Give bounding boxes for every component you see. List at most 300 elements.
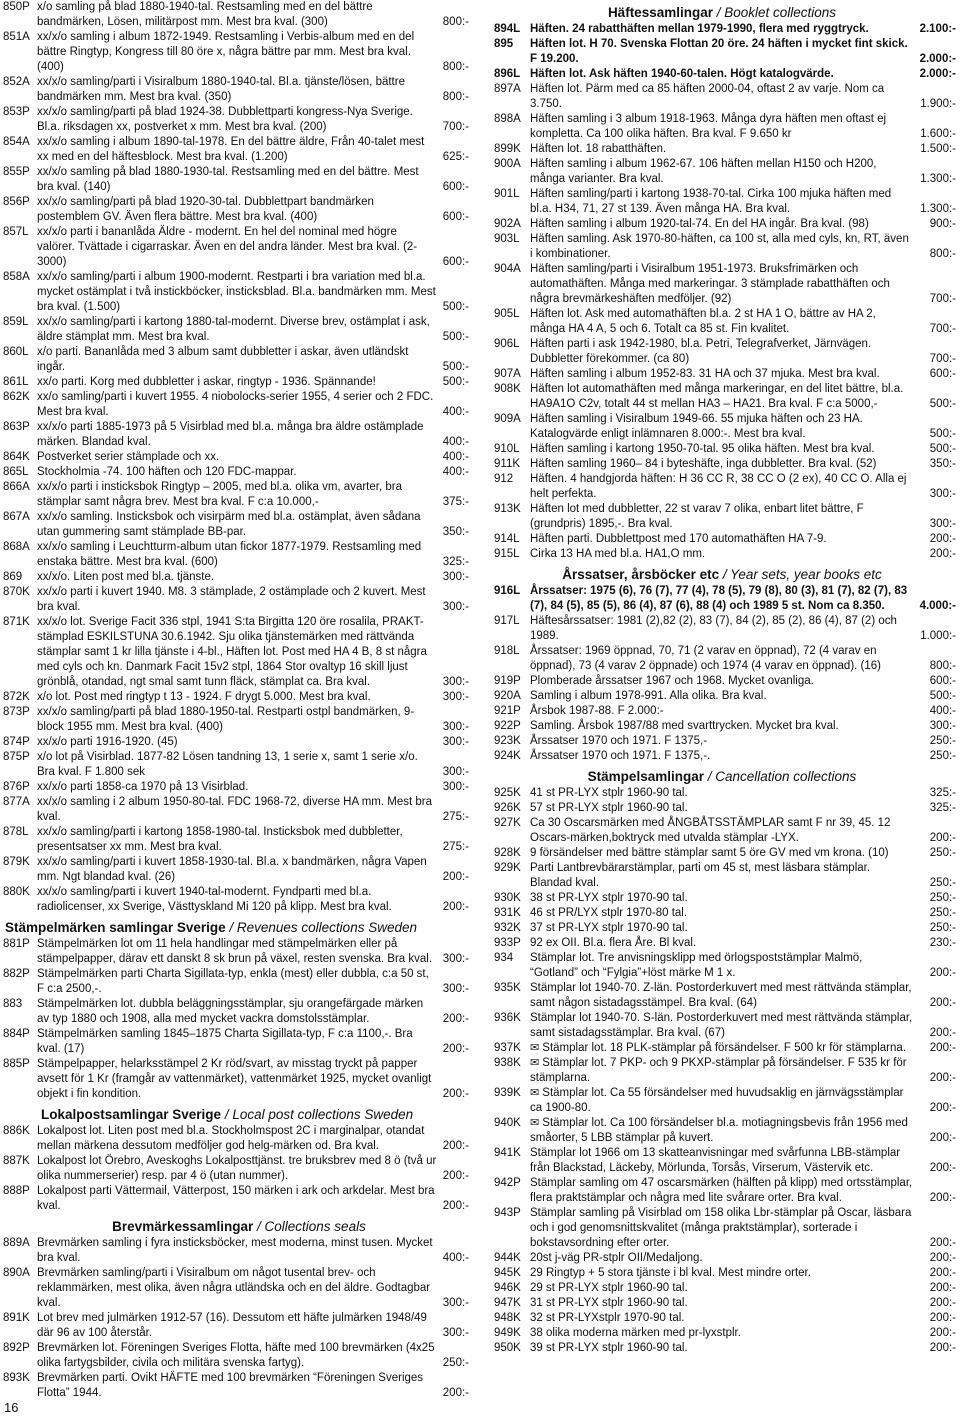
lot-number: 908K xyxy=(494,383,521,395)
lot-entry xyxy=(486,187,958,217)
lot-description xyxy=(530,502,913,532)
lot-description-text: 38 st PR-LYX stplr 1970-90 tal. xyxy=(530,892,688,904)
lot-entry xyxy=(486,1011,958,1041)
section-heading xyxy=(486,566,958,583)
section-heading xyxy=(3,1106,473,1123)
lot-price: 500:- xyxy=(442,301,469,313)
lot-description xyxy=(37,1341,437,1371)
lot-description-text: xx/x/o samling i 2 album 1950-80-tal. FDC 1968-72, diverse HA mm. Mest bra kval. xyxy=(37,796,432,823)
lot-price: 600:- xyxy=(442,211,469,223)
lot-description xyxy=(530,232,913,262)
lot-entry xyxy=(486,1251,958,1266)
lot-price: 1.500:- xyxy=(920,143,956,155)
lot-description-text: xx/x/o parti i kuvert 1940. M8. 3 stämplade, 2 ostämplade och 2 kuvert. Mest bra kval. xyxy=(37,586,426,613)
lot-price: 200:- xyxy=(929,832,956,844)
lot-number: 879K xyxy=(3,856,30,868)
lot-description xyxy=(530,734,913,749)
lot-number: 941K xyxy=(494,1147,521,1159)
lot-description xyxy=(530,547,913,562)
lot-number: 898A xyxy=(494,113,521,125)
lot-description-text: 29 st PR-LYX stplr 1960-90 tal. xyxy=(530,1282,688,1294)
lot-price: 300:- xyxy=(442,691,469,703)
lot-price: 200:- xyxy=(929,1192,956,1204)
lot-entry xyxy=(3,30,473,75)
lot-description-text: xx/x/o parti i bananlåda Äldre - modernt. En hel del nominal med högre valörer. Tvättade i cigarraskar. Även en del andra länder. Mest bra kval. (2-3000) xyxy=(37,226,418,268)
page-number: 16 xyxy=(4,1400,19,1415)
lot-description xyxy=(530,786,913,801)
lot-description-text: Häften parti. Dubblettpost med 170 automathäften HA 7-9. xyxy=(530,533,827,545)
lot-number: 875P xyxy=(3,751,30,763)
lot-description xyxy=(530,704,913,719)
lot-price: 250:- xyxy=(929,735,956,747)
lot-description-text: Brevmärken lot. Föreningen Sveriges Flotta, häfte med 100 brevmärken (4x25 olika fartygsbilder, civila och militära svenska fartyg). xyxy=(37,1342,435,1369)
lot-description xyxy=(37,690,437,705)
lot-number: 851A xyxy=(3,31,30,43)
lot-number: 930K xyxy=(494,892,521,904)
lot-price: 250:- xyxy=(929,907,956,919)
lot-entry xyxy=(486,816,958,846)
lot-description-text: 32 st PR-LYXstplr 1970-90 tal. xyxy=(530,1312,685,1324)
lot-number: 911K xyxy=(494,458,521,470)
lot-entry xyxy=(3,420,473,450)
lot-description xyxy=(530,951,913,981)
right-column xyxy=(486,0,958,1356)
lot-number: 890A xyxy=(3,1267,30,1279)
lot-description xyxy=(37,1311,437,1341)
lot-description xyxy=(37,105,437,135)
lot-description xyxy=(37,345,437,375)
lot-description-text: 38 olika moderna märken med pr-lyxstplr. xyxy=(530,1327,741,1339)
lot-entry xyxy=(486,614,958,644)
lot-price: 900:- xyxy=(929,218,956,230)
lot-description xyxy=(530,472,913,502)
lot-description xyxy=(37,997,437,1027)
lot-description xyxy=(37,937,437,967)
lot-price: 300:- xyxy=(929,488,956,500)
lot-price: 200:- xyxy=(442,871,469,883)
lot-entry xyxy=(3,510,473,540)
lot-description xyxy=(37,570,437,585)
lot-entry xyxy=(486,502,958,532)
lot-price: 200:- xyxy=(929,1297,956,1309)
lot-number: 913K xyxy=(494,503,521,515)
lot-price: 200:- xyxy=(929,1282,956,1294)
lot-number: 852A xyxy=(3,76,30,88)
left-column xyxy=(3,0,473,1401)
lot-description xyxy=(37,885,437,915)
section-title-sv: Lokalpostsamlingar Sverige xyxy=(41,1107,222,1122)
lot-price: 2.100:- xyxy=(919,23,956,35)
lot-entry xyxy=(486,1176,958,1206)
lot-number: 863P xyxy=(3,421,30,433)
lot-number: 877A xyxy=(3,796,30,808)
lot-description xyxy=(530,906,913,921)
lot-description-text: xx/x/o samling/parti i kuvert 1940-tal-modernt. Fyndparti med bl.a. radiolicenser, xx Sverige, Västtyskland Mi 120 på klipp. Mest bra kval. xyxy=(37,886,392,913)
lot-entry xyxy=(3,855,473,885)
lot-description xyxy=(37,585,437,615)
lot-number: 859L xyxy=(3,316,29,328)
lot-number: 921P xyxy=(494,705,521,717)
lot-number: 944K xyxy=(494,1252,521,1264)
lot-entry xyxy=(486,22,958,37)
lot-description xyxy=(37,795,437,825)
lot-entry xyxy=(486,412,958,442)
lot-entry xyxy=(486,719,958,734)
lot-entry xyxy=(486,547,958,562)
lot-description-text: xx/x/o samling i album 1872-1949. Restsamling i Verbis-album med en del bättre Ringtyp, Kongress till 80 öre x, några bättre par mm. Mest bra kval. (400) xyxy=(37,31,415,73)
lot-description-text: Stämpelmärken lot. dubbla beläggningsstämplar, sju orangefärgade märken av typ 1880 och 1908, alla med mycket vackra domstolsstämplar. xyxy=(37,998,424,1025)
lot-entry xyxy=(3,937,473,967)
lot-description-text: Häften samling i 3 album 1918-1963. Många dyra häften men oftast ej kompletta. Ca 100 olika häften. Bra kval. F 9.650 kr xyxy=(530,113,887,140)
lot-price: 400:- xyxy=(442,451,469,463)
lot-price: 2.000:- xyxy=(919,53,956,65)
lot-entry xyxy=(3,1124,473,1154)
section-title-sv: Brevmärkessamlingar xyxy=(112,1219,254,1234)
lot-description xyxy=(37,375,437,390)
lot-entry xyxy=(486,861,958,891)
lot-description-text: Årssatser 1970 och 1971. F 1375,- xyxy=(530,735,708,747)
lot-entry xyxy=(486,82,958,112)
lot-description-text: 29 Ringtyp + 5 stora tjänste i bl kval. Mest mindre orter. xyxy=(530,1267,811,1279)
lot-entry xyxy=(3,315,473,345)
lot-price: 200:- xyxy=(442,1013,469,1025)
lot-description xyxy=(530,674,913,689)
lot-description-text: Häften lot. 18 rabatthäften. xyxy=(530,143,667,155)
lot-entry xyxy=(486,584,958,614)
lot-number: 881P xyxy=(3,938,30,950)
lot-price: 325:- xyxy=(442,556,469,568)
lot-description xyxy=(530,22,913,37)
lot-number: 882P xyxy=(3,968,30,980)
lot-entry xyxy=(3,540,473,570)
lot-entry xyxy=(486,1206,958,1251)
lot-entry xyxy=(3,135,473,165)
lot-price: 200:- xyxy=(929,1072,956,1084)
lot-entry xyxy=(3,795,473,825)
lot-entry xyxy=(3,1371,473,1401)
lot-description xyxy=(530,67,913,82)
lot-price: 200:- xyxy=(929,1312,956,1324)
lot-description-text: Häften lot. H 70. Svenska Flottan 20 öre. 24 häften i mycket fint skick. F 19.200. xyxy=(530,38,908,65)
lot-number: 942P xyxy=(494,1177,521,1189)
lot-description-text: xx/x/o samling i album 1890-tal-1978. En del bättre äldre, Från 40-talet mest xx med en del häftesblock. Mest bra kval. (1.200) xyxy=(37,136,425,163)
lot-price: 200:- xyxy=(929,533,956,545)
lot-description xyxy=(37,0,437,30)
section-heading xyxy=(486,768,958,785)
lot-number: 883 xyxy=(3,998,23,1010)
lot-entry xyxy=(486,262,958,307)
section-title-en: Local post collections Sweden xyxy=(232,1107,414,1122)
lot-number: 861L xyxy=(3,376,29,388)
lot-description xyxy=(530,1011,913,1041)
lot-entry xyxy=(486,1281,958,1296)
lot-entry xyxy=(3,75,473,105)
lot-price: 1.300:- xyxy=(920,173,956,185)
lot-description xyxy=(530,307,913,337)
lot-price: 275:- xyxy=(442,811,469,823)
lot-entry xyxy=(486,749,958,764)
lot-description-text: Årssatser 1970 och 1971. F 1375,-. xyxy=(530,750,711,762)
lot-description-text: Stämplar lot. 7 PKP- och 9 PKXP-stämplar på försändelser. F 535 kr för stämplarna. xyxy=(530,1057,907,1084)
lot-description-text: 41 st PR-LYX stplr 1960-90 tal. xyxy=(530,787,688,799)
lot-description-text: Stämplar lot 1940-70. Z-län. Postorderkuvert med mest rättvända stämplar, samt någon sistadagsstämpel. Bra kval. (64) xyxy=(530,982,912,1009)
lot-price: 200:- xyxy=(442,1088,469,1100)
lot-entry xyxy=(486,1116,958,1146)
lot-price: 500:- xyxy=(929,428,956,440)
lot-entry xyxy=(3,450,473,465)
lot-price: 2.000:- xyxy=(919,68,956,80)
lot-entry xyxy=(486,37,958,67)
envelope-icon: ✉ xyxy=(530,1042,543,1054)
lot-description xyxy=(37,967,437,997)
lot-price: 300:- xyxy=(442,1297,469,1309)
lot-description-text: xx/x/o samling/parti i kartong 1858-1980-tal. Insticksbok med dubbletter, presentsatser xx mm. Mest bra kval. xyxy=(37,826,403,853)
lot-entry xyxy=(486,734,958,749)
lot-price: 500:- xyxy=(442,331,469,343)
lot-number: 855P xyxy=(3,166,30,178)
lot-entry xyxy=(3,750,473,780)
lot-number: 950K xyxy=(494,1342,521,1354)
lot-description xyxy=(530,1296,913,1311)
lot-number: 927K xyxy=(494,817,521,829)
lot-description-text: Stockholmia -74. 100 häften och 120 FDC-mappar. xyxy=(37,466,297,478)
lot-price: 200:- xyxy=(929,1162,956,1174)
lot-price: 200:- xyxy=(442,1043,469,1055)
lot-price: 300:- xyxy=(442,1327,469,1339)
lot-entry xyxy=(486,1146,958,1176)
lot-description-text: Häften samling i Visiralbum 1949-66. 55 mjuka häften och 23 HA. Katalogvärde enligt inlämnaren 8.000:-. Mest bra kval. xyxy=(530,413,863,440)
section-title-sv: Stämpelmärken samlingar Sverige xyxy=(5,920,226,935)
lot-number: 866A xyxy=(3,481,30,493)
lot-number: 862K xyxy=(3,391,30,403)
lot-description-text: Plomberade årssatser 1967 och 1968. Mycket ovanliga. xyxy=(530,675,814,687)
lot-description xyxy=(530,262,913,307)
lot-price: 300:- xyxy=(442,953,469,965)
lot-entry xyxy=(3,1027,473,1057)
lot-price: 600:- xyxy=(929,675,956,687)
lot-entry xyxy=(486,951,958,981)
lot-description xyxy=(530,1311,913,1326)
section-title-en: Year sets, year books etc xyxy=(730,567,882,582)
lot-description xyxy=(37,1236,437,1266)
lot-number: 889A xyxy=(3,1237,30,1249)
lot-number: 885P xyxy=(3,1058,30,1070)
lot-number: 906L xyxy=(494,338,520,350)
lot-entry xyxy=(3,1154,473,1184)
lot-entry xyxy=(486,337,958,367)
lot-price: 300:- xyxy=(442,766,469,778)
lot-price: 250:- xyxy=(929,847,956,859)
lot-price: 350:- xyxy=(929,458,956,470)
lot-description xyxy=(530,1116,913,1146)
lot-description xyxy=(37,480,437,510)
lot-description xyxy=(530,142,913,157)
lot-number: 916L xyxy=(494,585,521,597)
envelope-icon: ✉ xyxy=(530,1057,543,1069)
lot-description xyxy=(37,165,437,195)
lot-price: 1.300:- xyxy=(920,203,956,215)
lot-entry xyxy=(486,891,958,906)
lot-description-text: Stämplar samling på Visirblad om 158 olika Lbr-stämplar på Oscar, läsbara och i god genomsnittskvalitet (många praktstämplar), sorterade i bokstavsordning efter orter. xyxy=(530,1207,912,1249)
lot-entry xyxy=(486,307,958,337)
lot-number: 857L xyxy=(3,226,29,238)
lot-number: 884P xyxy=(3,1028,30,1040)
lot-description-text: Stämplar lot. Ca 100 försändelser bl.a. motiagningsbevis från 1956 med småorter, 5 LBB stämplar på kuvert. xyxy=(530,1117,908,1144)
lot-number: 932K xyxy=(494,922,521,934)
lot-number: 946K xyxy=(494,1282,521,1294)
lot-description xyxy=(530,1086,913,1116)
lot-number: 864K xyxy=(3,451,30,463)
lot-entry xyxy=(486,112,958,142)
lot-description xyxy=(37,30,437,75)
lot-number: 933P xyxy=(494,937,521,949)
lot-price: 200:- xyxy=(929,967,956,979)
lot-price: 300:- xyxy=(929,720,956,732)
lot-entry xyxy=(486,906,958,921)
lot-price: 1.600:- xyxy=(920,128,956,140)
lot-entry xyxy=(486,1266,958,1281)
lot-description-text: 92 ex OII. Bl.a. flera Åre. Bl kval. xyxy=(530,937,697,949)
lot-description-text: Postverket serier stämplade och xx. xyxy=(37,451,220,463)
section-heading xyxy=(486,4,958,21)
lot-description xyxy=(530,1056,913,1086)
lot-price: 400:- xyxy=(929,705,956,717)
lot-entry xyxy=(486,786,958,801)
lot-description xyxy=(530,157,913,187)
lot-entry xyxy=(3,1236,473,1266)
lot-description-text: xx/x/o parti 1858-ca 1970 på 13 Visirblad. xyxy=(37,781,249,793)
lot-description-text: xx/x/o samling i Leuchtturm-album utan fickor 1877-1979. Restsamling med enstaka bättre. Mest bra kval. (600) xyxy=(37,541,422,568)
lot-description-text: Häften lot. Ask med automathäften bl.a. 2 st HA 1 O, bättre av HA 2, många HA 4 A, 5 och 6. Totalt ca 85 st. Fin kvalitet. xyxy=(530,308,876,335)
lot-price: 250:- xyxy=(929,877,956,889)
lot-description-text: Häften lot automathäften med många markeringar, en del litet bättre, bl.a. HA9A1O C2v, totalt 44 st mellan HA3 – HA21. Bra kval. F c:a 5000,- xyxy=(530,383,904,410)
lot-description-text: Stämpelmärken parti Charta Sigillata-typ, enkla (mest) eller dubbla, c:a 50 st, F c:a 2500,-. xyxy=(37,968,429,995)
lot-description-text: 39 st PR-LYX stplr 1960-90 tal. xyxy=(530,1342,688,1354)
lot-number: 856P xyxy=(3,196,30,208)
section-title-sv: Häftessamlingar xyxy=(607,5,713,20)
lot-description xyxy=(530,337,913,367)
lot-price: 200:- xyxy=(929,1267,956,1279)
lot-description xyxy=(37,825,437,855)
lot-number: 871K xyxy=(3,616,30,628)
lot-description-text: Cirka 13 HA med bl.a. HA1,O mm. xyxy=(530,548,706,560)
lot-price: 200:- xyxy=(442,1200,469,1212)
lot-description-text: Lot brev med julmärken 1912-57 (16). Dessutom ett häfte julmärken 1948/49 där 96 av 100 återstår. xyxy=(37,1312,427,1339)
lot-number: 919P xyxy=(494,675,521,687)
lot-price: 200:- xyxy=(929,1237,956,1249)
lot-description-text: Häften lot. Pärm med ca 85 häften 2000-04, oftast 2 av varje. Nom ca 3.750. xyxy=(530,83,885,110)
lot-entry xyxy=(486,532,958,547)
lot-price: 800:- xyxy=(442,61,469,73)
lot-number: 870K xyxy=(3,586,30,598)
lot-entry xyxy=(3,585,473,615)
lot-number: 878L xyxy=(3,826,29,838)
lot-description xyxy=(37,195,437,225)
lot-entry xyxy=(486,1041,958,1056)
lot-entry xyxy=(3,885,473,915)
lot-price: 1.000:- xyxy=(920,630,956,642)
lot-entry xyxy=(486,936,958,951)
lot-description xyxy=(530,749,913,764)
lot-number: 926K xyxy=(494,802,521,814)
lot-description-text: Häften. 24 rabatthäften mellan 1979-1990, flera med ryggtryck. xyxy=(530,23,869,35)
lot-description xyxy=(530,1266,913,1281)
lot-price: 400:- xyxy=(442,436,469,448)
lot-description xyxy=(530,367,913,382)
lot-number: 945K xyxy=(494,1267,521,1279)
lot-price: 350:- xyxy=(442,526,469,538)
lot-number: 891K xyxy=(3,1312,30,1324)
lot-price: 375:- xyxy=(442,496,469,508)
lot-number: 900A xyxy=(494,158,521,170)
lot-description xyxy=(530,37,913,67)
lot-description-text: xx/x/o samling/parti i Visiralbum 1880-1940-tal. Bl.a. tjänste/lösen, bättre bandmärken mm. Mest bra kval. (350) xyxy=(37,76,405,103)
lot-price: 200:- xyxy=(929,1342,956,1354)
lot-number: 867A xyxy=(3,511,30,523)
lot-description xyxy=(530,614,913,644)
section-title-en: Revenues collections Sweden xyxy=(236,920,417,935)
lot-description xyxy=(530,1041,913,1056)
lot-description-text: Stämplar samling om 47 oscarsmärken (hälften på klipp) med ortsstämplar, flera praktstämplar och några med lite svårare orter. Bra kval. xyxy=(530,1177,913,1204)
lot-description xyxy=(530,891,913,906)
lot-description xyxy=(530,382,913,412)
lot-price: 800:- xyxy=(442,16,469,28)
lot-description xyxy=(37,735,437,750)
lot-entry xyxy=(3,735,473,750)
lot-description xyxy=(37,1371,437,1401)
lot-description xyxy=(530,187,913,217)
lot-description xyxy=(37,855,437,885)
lot-price: 700:- xyxy=(442,121,469,133)
lot-description-text: xx/x/o parti 1885-1973 på 5 Visirblad med bl.a. många bra äldre ostämplade märken. Blandad kval. xyxy=(37,421,424,448)
lot-number: 876P xyxy=(3,781,30,793)
lot-price: 200:- xyxy=(929,997,956,1009)
lot-price: 800:- xyxy=(929,660,956,672)
lot-description xyxy=(37,135,437,165)
section-title-sv: Stämpelsamlingar xyxy=(587,769,704,784)
lot-entry xyxy=(486,1056,958,1086)
lot-price: 700:- xyxy=(929,353,956,365)
lot-description-text: xx/x/o samling/parti på blad 1924-38. Dubblettparti kongress-Nya Sverige. Bl.a. riksdagen xx, postverket x mm. Mest bra kval. (200) xyxy=(37,106,413,133)
lot-description-text: 57 st PR-LYX stplr 1960-90 tal. xyxy=(530,802,688,814)
lot-entry xyxy=(3,1341,473,1371)
lot-number: 850P xyxy=(3,1,30,13)
lot-description xyxy=(530,442,913,457)
lot-number: 892P xyxy=(3,1342,30,1354)
lot-number: 918L xyxy=(494,645,520,657)
lot-description-text: 46 st PR/LYX stplr 1970-80 tal. xyxy=(530,907,688,919)
lot-description xyxy=(37,75,437,105)
lot-entry xyxy=(3,705,473,735)
lot-number: 929K xyxy=(494,862,521,874)
lot-description xyxy=(37,1266,437,1311)
lot-number: 880K xyxy=(3,886,30,898)
lot-description xyxy=(37,315,437,345)
lot-description xyxy=(530,1146,913,1176)
lot-description xyxy=(530,82,913,112)
lot-number: 887K xyxy=(3,1155,30,1167)
lot-description xyxy=(530,1176,913,1206)
lot-number: 886K xyxy=(3,1125,30,1137)
lot-number: 914L xyxy=(494,533,520,545)
lot-price: 230:- xyxy=(929,937,956,949)
lot-entry xyxy=(486,142,958,157)
envelope-icon: ✉ xyxy=(530,1087,543,1099)
lot-description xyxy=(530,644,913,674)
lot-description xyxy=(530,1326,913,1341)
lot-price: 600:- xyxy=(442,181,469,193)
section-separator: / xyxy=(221,1107,233,1122)
